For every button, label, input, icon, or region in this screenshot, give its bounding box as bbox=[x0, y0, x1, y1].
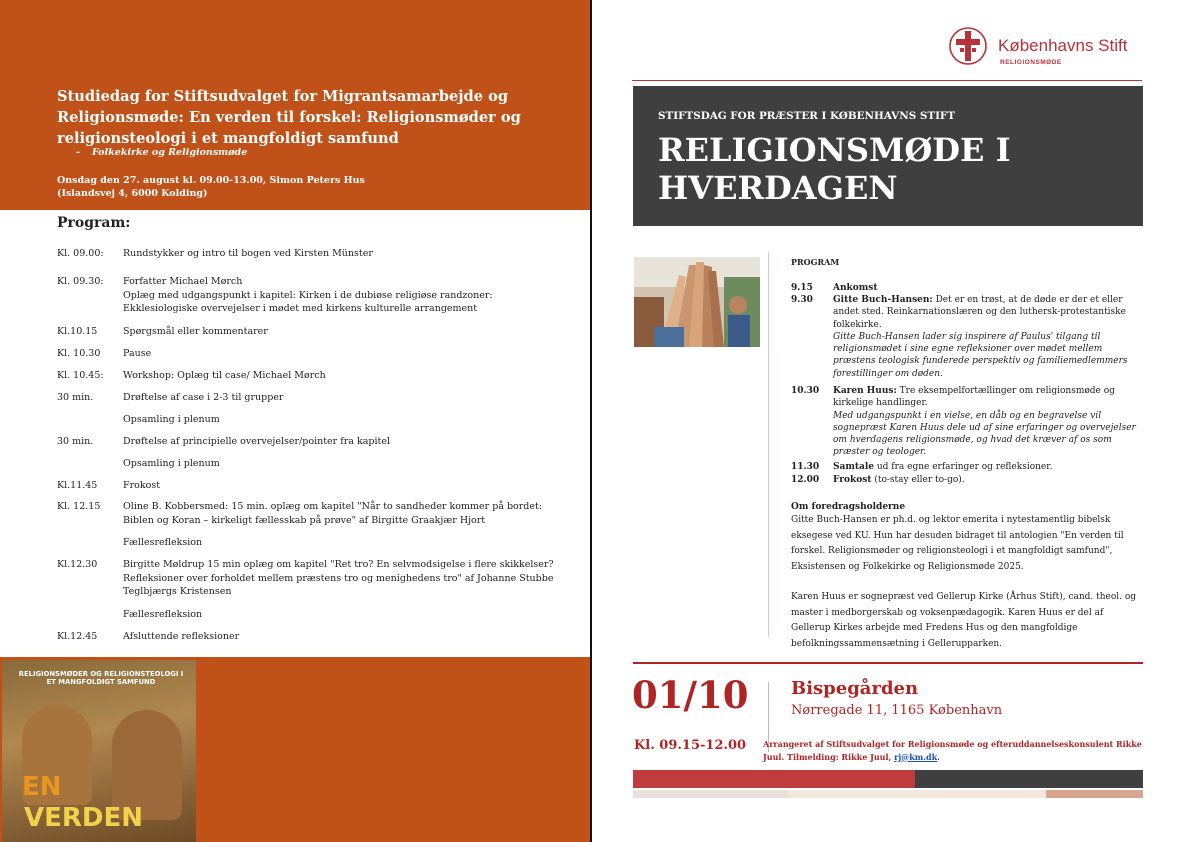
program-bold: Frokost bbox=[833, 475, 872, 485]
program-row bbox=[57, 275, 557, 316]
right-page bbox=[592, 0, 1191, 842]
program-row bbox=[791, 294, 1136, 380]
program-text: Oline B. Kobbersmed: 15 min. oplæg om kapitel "Når to sandheder kommer på bordet: Biblen og Koran – kirkeligt fællesskab på prøve" af Birgitte Graakjær Hjort bbox=[123, 501, 543, 526]
program-text bbox=[833, 294, 1136, 380]
program-row bbox=[57, 391, 557, 405]
program-text: Birgitte Møldrup 15 min oplæg om kapitel "Ret tro? En selvmodsigelse i flere skikkelser? Refleksioner over forholdet mellem præstens tro og menighedens tro" af Johanne Stubbe Teglbjærgs Kristensen bbox=[123, 559, 554, 597]
program-desc: ud fra egne erfaringer og refleksioner. bbox=[874, 462, 1053, 472]
banner-title: RELIGIONSMØDE I HVERDAGEN bbox=[658, 131, 1011, 207]
program-time bbox=[57, 457, 123, 471]
program-bold: Karen Huus: bbox=[833, 386, 897, 396]
program-text: Drøftelse af principielle overvejelser/pointer fra kapitel bbox=[123, 436, 390, 447]
program-time bbox=[57, 608, 123, 622]
arranged-note bbox=[763, 738, 1143, 763]
program-row bbox=[57, 536, 557, 550]
program-time: Kl. 10.45: bbox=[57, 370, 104, 381]
program-row bbox=[791, 461, 1136, 473]
event-address: Nørregade 11, 1165 København bbox=[791, 703, 1003, 718]
email-link[interactable]: rj@km.dk bbox=[894, 751, 938, 762]
program-text: Frokost bbox=[123, 480, 161, 491]
book-word-verden: VERDEN bbox=[24, 803, 144, 833]
diocese-logo-icon bbox=[948, 22, 988, 70]
program-row bbox=[57, 325, 557, 339]
arranged-end: . bbox=[937, 751, 940, 762]
about-karen: Karen Huus er sognepræst ved Gellerup Kirke (Århus Stift), cand. theol. og master i medborgerskab og voksenpædagogik. Karen Huus er del af Gellerup Kirkes arbejde med Fredens Hus og den mangfoldige befolkningssammensætning i Gellerupparken. bbox=[791, 592, 1137, 649]
program-row bbox=[57, 347, 557, 361]
logo-divider bbox=[632, 80, 1142, 81]
program-desc: Det er en trøst, at de døde er der et eller andet sted. Reinkarnationslæren og den luthersk-protestantiske folkekirke. bbox=[833, 295, 1126, 330]
program-time: Kl.12.30 bbox=[57, 559, 98, 570]
arranged-text: Arrangeret af Stiftsudvalget for Religionsmøde og efteruddannelseskonsulent Rikke Juul. Tilmelding: Rikke Juul, bbox=[763, 739, 1142, 762]
program-row bbox=[791, 474, 1136, 486]
program-bold: Samtale bbox=[833, 462, 874, 472]
event-place: Bispegården bbox=[791, 678, 919, 699]
program-text: Spørgsmål eller kommentarer bbox=[123, 326, 268, 337]
program-row bbox=[57, 558, 557, 599]
book-cover-image bbox=[2, 660, 196, 842]
left-date-line: Onsdag den 27. august kl. 09.00-13.00, Simon Peters Hus (Islandsvej 4, 6000 Kolding) bbox=[57, 175, 365, 199]
event-time: Kl. 09.15-12.00 bbox=[634, 738, 747, 753]
program-bold: Gitte Buch-Hansen: bbox=[833, 295, 933, 305]
program-time: 30 min. bbox=[57, 436, 94, 447]
program-row bbox=[57, 247, 557, 261]
event-date: 01/10 bbox=[632, 673, 749, 717]
program-bold: Ankomst bbox=[833, 283, 878, 293]
program-row bbox=[57, 369, 557, 383]
event-divider bbox=[633, 662, 1143, 664]
program-time: Kl. 09.00: bbox=[57, 248, 104, 259]
book-word-en: EN bbox=[22, 772, 62, 802]
program-time: 12.00 bbox=[791, 475, 820, 485]
program-italic: Gitte Buch-Hansen lader sig inspirere af Paulus' tilgang til religionsmødet i sine egne refleksioner over mødet mellem præstens teologisk funderede perspektiv og familiemedlemmers forestillinger om døden. bbox=[833, 331, 1128, 379]
program-text bbox=[833, 385, 1136, 459]
banner-kicker: STIFTSDAG FOR PRÆSTER I KØBENHAVNS STIFT bbox=[658, 110, 956, 122]
program-time: 11.30 bbox=[791, 462, 820, 472]
about-heading: Om foredragsholderne bbox=[791, 502, 906, 512]
left-header bbox=[0, 0, 590, 210]
program-italic: Med udgangspunkt i en vielse, en dåb og en begravelse vil sognepræst Karen Huus dele ud af sine erfaringer og overvejelser om hverdagens religionsmøde, og hvad det kræver af os som præster og teologer. bbox=[833, 410, 1136, 458]
left-subtitle bbox=[76, 147, 247, 158]
program-text bbox=[833, 461, 1136, 473]
program-divider bbox=[768, 252, 769, 637]
program-time: 10.30 bbox=[791, 386, 820, 396]
hands-photo bbox=[634, 257, 760, 347]
program-desc: Tre eksempelfortællinger om religionsmøde og kirkelige handlinger. bbox=[833, 386, 1115, 409]
subtitle-text: Folkekirke og Religionsmøde bbox=[91, 147, 248, 158]
program-time: Kl. 12.15 bbox=[57, 501, 101, 512]
footer-bar-light-1 bbox=[633, 790, 788, 798]
program-row bbox=[57, 413, 557, 427]
logo-name: Københavns Stift bbox=[998, 36, 1128, 55]
program-time: Kl.11.45 bbox=[57, 480, 98, 491]
program-time: 9.30 bbox=[791, 295, 813, 305]
program-text: Rundstykker og intro til bogen ved Kirsten Münster bbox=[123, 248, 373, 259]
footer-bar-dark bbox=[915, 770, 1143, 788]
program-text: Drøftelse af case i 2-3 til grupper bbox=[123, 392, 284, 403]
program-time bbox=[57, 536, 123, 550]
left-program-heading: Program: bbox=[57, 215, 131, 231]
program-time: Kl.12.45 bbox=[57, 631, 98, 642]
program-row bbox=[57, 435, 557, 449]
program-text: Pause bbox=[123, 348, 152, 359]
program-text: Forfatter Michael Mørch Oplæg med udgangspunkt i kapitel: Kirken i de dubiøse religiøse randzoner: Ekklesiologiske overvejelser i mødet med kirkens kulturelle arrangement bbox=[123, 276, 493, 314]
program-row bbox=[791, 282, 1136, 294]
about-gitte: Gitte Buch-Hansen er ph.d. og lektor emerita i nytestamentlig bibelsk eksegese ved KU. Hun har desuden bidraget til antologien "En verden til forskel. Religionsmøder og religionsteologi i et mangfoldigt samfund", Eksistensen og Folkekirke og Religionsmøde 2025. bbox=[791, 515, 1124, 572]
subtitle-dash: - bbox=[76, 147, 80, 158]
program-row bbox=[57, 479, 557, 493]
program-row bbox=[57, 500, 557, 527]
right-program-heading: PROGRAM bbox=[791, 257, 840, 267]
program-time: Kl. 10.30 bbox=[57, 348, 101, 359]
footer-bar-red bbox=[633, 770, 915, 788]
program-desc: (to-stay eller to-go). bbox=[871, 475, 965, 485]
program-row bbox=[791, 385, 1136, 459]
footer-bar-light-2 bbox=[788, 790, 1046, 798]
program-time bbox=[57, 413, 123, 427]
title-banner bbox=[633, 86, 1143, 226]
footer-bar-light-3 bbox=[1046, 790, 1143, 798]
logo-subtitle: RELIGIONSMØDE bbox=[1000, 59, 1062, 66]
program-text bbox=[833, 282, 1136, 294]
program-time: 9.15 bbox=[791, 283, 813, 293]
hands-photo-illustration bbox=[634, 257, 760, 347]
program-text: Fællesrefleksion bbox=[123, 609, 203, 620]
left-page bbox=[0, 0, 590, 842]
program-row bbox=[57, 630, 557, 644]
program-time: Kl. 09.30: bbox=[57, 276, 104, 287]
program-time: 30 min. bbox=[57, 392, 94, 403]
left-title: Studiedag for Stiftsudvalget for Migrantsamarbejde og Religionsmøde: En verden til forskel: Religionsmøder og religionsteologi i et mangfoldigt samfund bbox=[57, 88, 521, 147]
program-row bbox=[57, 457, 557, 471]
program-text: Opsamling i plenum bbox=[123, 458, 220, 469]
program-text: Workshop: Oplæg til case/ Michael Mørch bbox=[123, 370, 326, 381]
program-row bbox=[57, 608, 557, 622]
book-title: RELIGIONSMØDER OG RELIGIONSTEOLOGI I ET MANGFOLDIGT SAMFUND bbox=[18, 670, 184, 686]
program-text: Afsluttende refleksioner bbox=[123, 631, 240, 642]
program-text: Opsamling i plenum bbox=[123, 414, 220, 425]
program-text bbox=[833, 474, 1136, 486]
program-text: Fællesrefleksion bbox=[123, 537, 203, 548]
program-time: Kl.10.15 bbox=[57, 326, 98, 337]
